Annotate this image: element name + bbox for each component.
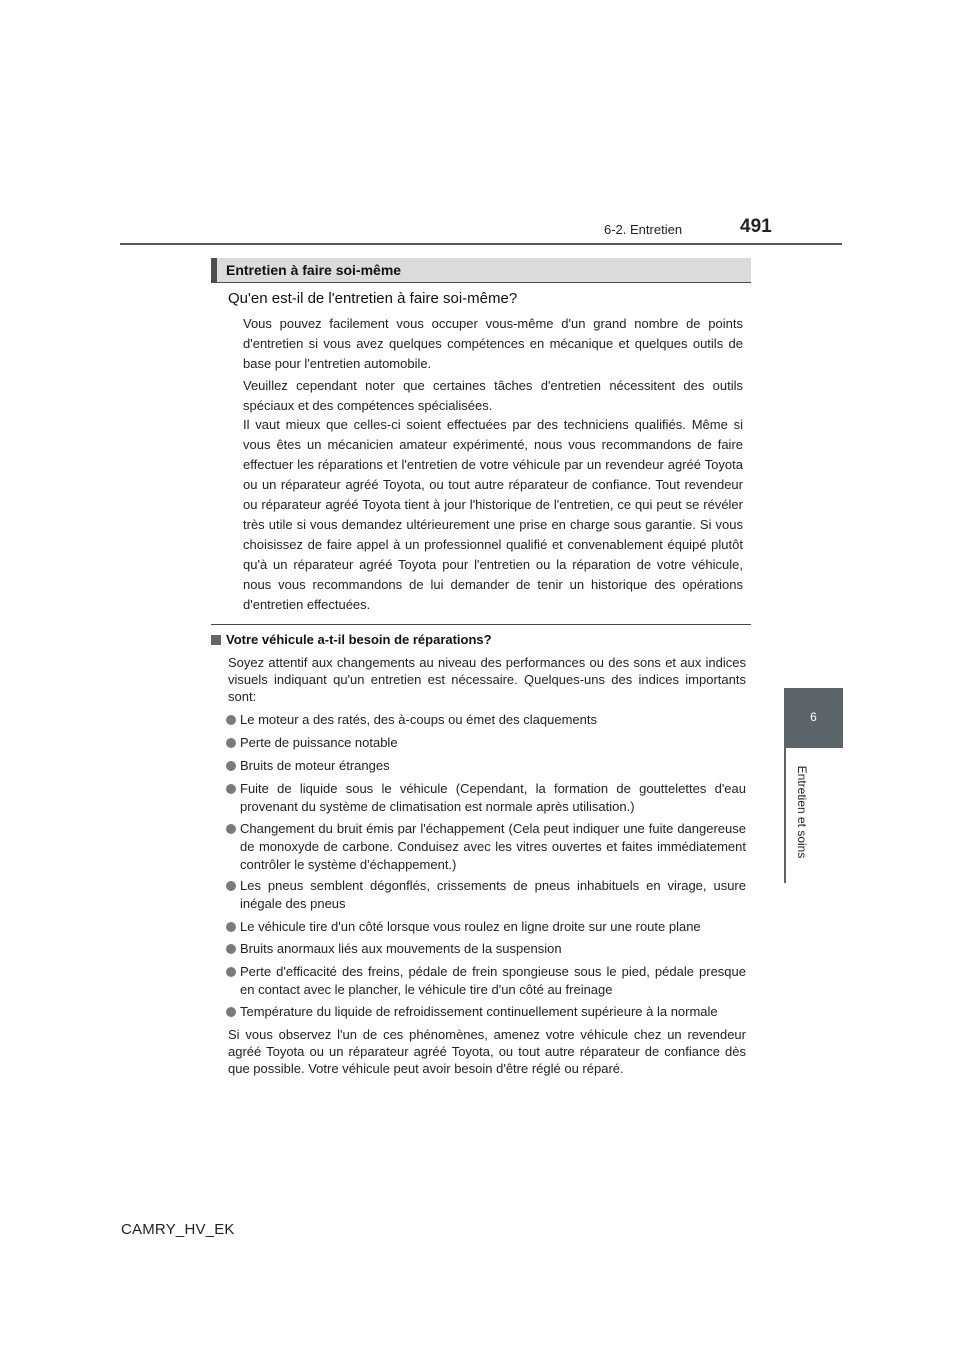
chapter-tab-line [784, 748, 786, 883]
section-title-bar [211, 258, 751, 282]
bullet-dot-icon [226, 1007, 236, 1017]
square-bullet-icon [211, 635, 221, 645]
chapter-tab [784, 688, 843, 748]
list-item: Changement du bruit émis par l'échappement (Cela peut indiquer une fuite dangereuse de monoxyde de carbone. Conduisez avec les vitres ouvertes et faites immédiatement contrôler le système d'échappement.) [226, 820, 746, 874]
document-code: CAMRY_HV_EK [121, 1221, 235, 1238]
section-title-underline [211, 282, 751, 283]
section-title-accent [211, 258, 217, 282]
closing-paragraph: Si vous observez l'un de ces phénomènes, amenez votre véhicule chez un revendeur agréé Toyota ou un réparateur agréé Toyota, ou tout autre réparateur de confiance dès que possible. Votre véhicule peut avoir besoin d'être réglé ou réparé. [228, 1027, 746, 1076]
paragraph-1: Vous pouvez facilement vous occuper vous-même d'un grand nombre de points d'entretien si vous avez quelques compétences en mécanique et quelques outils de base pour l'entretien automobile. [243, 316, 743, 371]
section-title: Entretien à faire soi-même [226, 262, 402, 278]
subsection-heading [211, 632, 492, 647]
list-item: Les pneus semblent dégonflés, crissements de pneus inhabituels en virage, usure inégale des pneus [226, 877, 746, 913]
chapter-title: Entretien et soins [795, 765, 809, 859]
list-item: Fuite de liquide sous le véhicule (Cependant, la formation de gouttelettes d'eau provenant du système de climatisation est normale après utilisation.) [226, 780, 746, 816]
question-heading: Qu'en est-il de l'entretien à faire soi-même? [228, 290, 518, 307]
paragraph-3: Il vaut mieux que celles-ci soient effectuées par des techniciens qualifiés. Même si vous êtes un mécanicien amateur expérimenté, nous vous recommandons de faire effectuer les réparations et l'entretien de votre véhicule par un revendeur agréé Toyota ou un réparateur agréé Toyota, ou tout autre réparateur de confiance. Tout revendeur ou réparateur agréé Toyota tient à jour l'historique de l'entretien, ce qui peut se révéler très utile si vous demandez ultérieurement une prise en charge sous garantie. Si vous choisissez de faire appel à un professionnel qualifié et convenablement équipé plutôt qu'à un réparateur agréé Toyota pour l'entretien ou la réparation de votre véhicule, nous vous recommandons de lui demander de tenir un historique des opérations d'entretien effectuées. [243, 417, 743, 612]
list-item: Bruits anormaux liés aux mouvements de la suspension [226, 940, 746, 958]
list-item: Bruits de moteur étranges [226, 757, 746, 775]
list-item: Le moteur a des ratés, des à-coups ou émet des claquements [226, 711, 746, 729]
header-section-title: 6-2. Entretien [604, 222, 683, 237]
list-item: Perte d'efficacité des freins, pédale de frein spongieuse sous le pied, pédale presque en contact avec le plancher, le véhicule tire d'un côté au freinage [226, 963, 746, 999]
bullet-dot-icon [226, 824, 236, 834]
header-rule [120, 243, 842, 245]
bullet-dot-icon [226, 967, 236, 977]
list-item: Température du liquide de refroidissement continuellement supérieure à la normale [226, 1003, 746, 1021]
bullet-dot-icon [226, 881, 236, 891]
section-divider [211, 624, 751, 625]
bullet-dot-icon [226, 944, 236, 954]
bullet-dot-icon [226, 715, 236, 725]
list-item: Perte de puissance notable [226, 734, 746, 752]
paragraph-2: Veuillez cependant noter que certaines tâches d'entretien nécessitent des outils spéciaux et des compétences spécialisées. [243, 378, 743, 413]
bullet-dot-icon [226, 922, 236, 932]
list-item: Le véhicule tire d'un côté lorsque vous roulez en ligne droite sur une route plane [226, 918, 746, 936]
bullet-dot-icon [226, 738, 236, 748]
page-number: 491 [740, 216, 772, 237]
bullet-dot-icon [226, 784, 236, 794]
bullet-dot-icon [226, 761, 236, 771]
chapter-number: 6 [810, 710, 817, 724]
subsection-intro: Soyez attentif aux changements au niveau des performances ou des sons et aux indices visuels indiquant qu'un entretien est nécessaire. Quelques-uns des indices importants sont: [228, 655, 746, 704]
subsection-title: Votre véhicule a-t-il besoin de réparations? [226, 632, 492, 647]
